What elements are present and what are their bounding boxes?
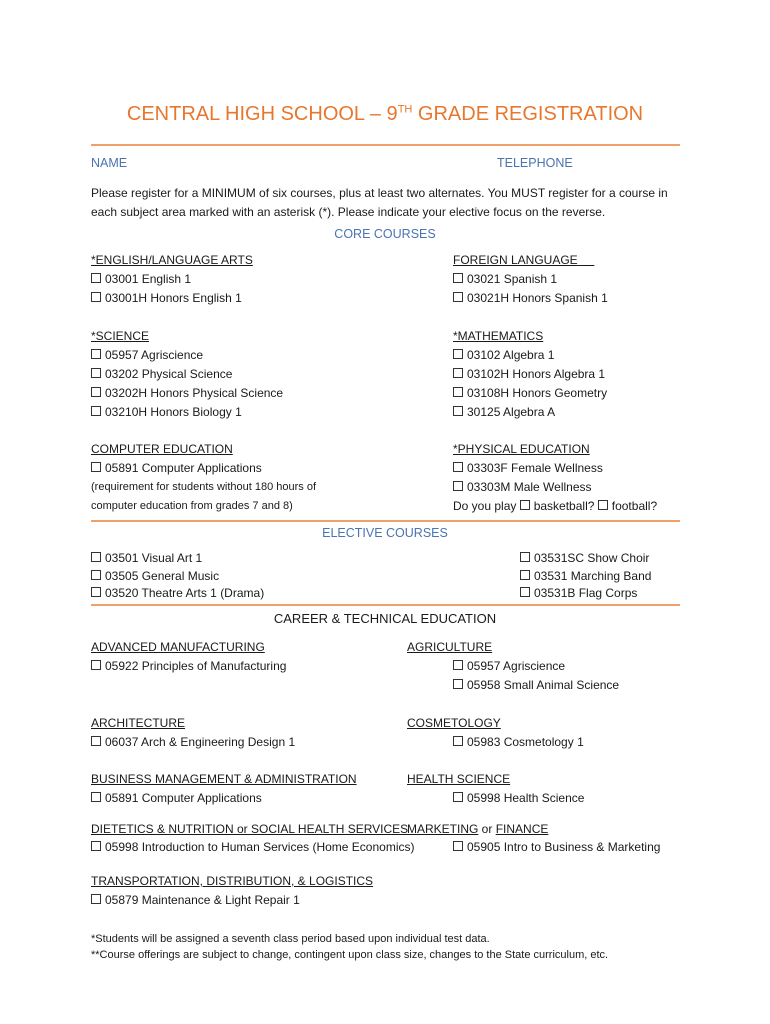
science-title: *SCIENCE [91,329,150,343]
checkbox-icon[interactable] [453,406,463,416]
title-rest: GRADE REGISTRATION [412,103,644,125]
health-title: HEALTH SCIENCE [407,772,511,786]
computer-note: computer education from grades 7 and 8) [91,500,293,512]
checkbox-icon[interactable] [453,368,463,378]
checkbox-icon[interactable] [453,292,463,302]
elective-courses-heading: ELECTIVE COURSES [322,526,448,540]
math-section [453,327,607,422]
agriculture-title: AGRICULTURE [407,640,493,654]
checkbox-icon[interactable] [91,292,101,302]
course-option[interactable]: 03001H Honors English 1 [91,289,253,308]
course-option[interactable]: 05922 Principles of Manufacturing [91,657,286,676]
course-option[interactable]: 05891 Computer Applications [91,789,357,808]
checkbox-icon[interactable] [91,841,101,851]
health-section [453,789,584,808]
course-option[interactable]: 05998 Health Science [453,789,584,808]
footnote: **Course offerings are subject to change, contingent upon class size, changes to the State curriculum, etc. [91,949,609,961]
architecture-section [91,714,295,752]
checkbox-icon[interactable] [520,552,530,562]
course-option[interactable]: 05983 Cosmetology 1 [453,733,584,752]
cosmetology-title: COSMETOLOGY [407,716,501,730]
checkbox-icon[interactable] [453,841,463,851]
elective-right [520,550,651,603]
checkbox-icon[interactable] [453,462,463,472]
agriculture-section [453,657,619,695]
cte-heading: CAREER & TECHNICAL EDUCATION [273,611,497,626]
course-option[interactable]: 05891 Computer Applications [91,459,316,478]
english-title: *ENGLISH/LANGUAGE ARTS [91,253,253,267]
checkbox-icon[interactable] [453,660,463,670]
architecture-title: ARCHITECTURE [91,716,186,730]
course-option[interactable]: 03021 Spanish 1 [453,270,608,289]
checkbox-icon[interactable] [520,570,530,580]
footnote: *Students will be assigned a seventh class period based upon individual test data. [91,933,490,945]
checkbox-icon[interactable] [91,552,101,562]
course-option[interactable]: 03102 Algebra 1 [453,346,607,365]
dietetics-section [91,820,414,856]
course-option[interactable]: 05998 Introduction to Human Services (Home Economics) [91,838,414,856]
course-option[interactable]: 06037 Arch & Engineering Design 1 [91,733,295,752]
checkbox-icon[interactable] [91,462,101,472]
telephone-label: TELEPHONE [497,156,573,170]
course-option[interactable]: 03520 Theatre Arts 1 (Drama) [91,585,264,603]
checkbox-icon[interactable] [91,587,101,597]
checkbox-icon[interactable] [520,587,530,597]
course-option[interactable]: 03531B Flag Corps [520,585,651,603]
course-option[interactable]: 03505 General Music [91,568,264,586]
checkbox-icon[interactable] [453,273,463,283]
marketing-section [453,838,660,856]
adv-mfg-section [91,638,286,676]
course-option[interactable]: 05958 Small Animal Science [453,676,619,695]
title-superscript: TH [397,103,413,116]
checkbox-icon[interactable] [91,792,101,802]
checkbox-icon[interactable] [91,660,101,670]
adv-mfg-title: ADVANCED MANUFACTURING [91,640,265,654]
course-option[interactable]: 30125 Algebra A [453,403,607,422]
course-option[interactable]: 05879 Maintenance & Light Repair 1 [91,891,373,910]
footnotes [91,931,608,963]
checkbox-icon[interactable] [91,349,101,359]
foreign-title: FOREIGN LANGUAGE [453,253,578,267]
course-option[interactable]: 03531SC Show Choir [520,550,651,568]
course-option[interactable]: 03108H Honors Geometry [453,384,607,403]
computer-section [91,440,316,516]
marketing-title: MARKETING or FINANCE [407,822,549,836]
course-option[interactable]: 03001 English 1 [91,270,253,289]
course-option[interactable]: 03202 Physical Science [91,365,283,384]
checkbox-icon[interactable] [91,570,101,580]
course-option[interactable]: 03303F Female Wellness [453,459,657,478]
cosmetology-section [453,733,584,752]
transport-title: TRANSPORTATION, DISTRIBUTION, & LOGISTICS [91,874,374,888]
core-courses-heading: CORE COURSES [334,227,436,241]
checkbox-icon[interactable] [453,679,463,689]
pe-title: *PHYSICAL EDUCATION [453,442,590,456]
course-option[interactable]: 05905 Intro to Business & Marketing [453,838,660,856]
math-title: *MATHEMATICS [453,329,544,343]
checkbox-icon[interactable] [453,481,463,491]
elective-left [91,550,264,603]
title-rule [91,144,680,146]
business-title: BUSINESS MANAGEMENT & ADMINISTRATION [91,772,357,786]
checkbox-icon[interactable] [91,894,101,904]
elective-rule [91,604,680,606]
checkbox-icon[interactable] [91,406,101,416]
business-section [91,770,357,808]
transport-section [91,872,373,910]
checkbox-icon[interactable] [91,736,101,746]
core-rule [91,520,680,522]
checkbox-icon[interactable] [91,273,101,283]
course-option[interactable]: 03303M Male Wellness [453,478,657,497]
foreign-language-section [453,251,608,308]
course-option[interactable]: 05957 Agriscience [91,346,283,365]
pe-section [453,440,657,516]
course-option[interactable]: 03102H Honors Algebra 1 [453,365,607,384]
course-option[interactable]: 05957 Agriscience [453,657,619,676]
checkbox-icon[interactable] [453,736,463,746]
sport-question: Do you play basketball? football? [453,499,658,513]
checkbox-icon[interactable] [453,792,463,802]
checkbox-icon[interactable] [453,387,463,397]
instructions: Please register for a MINIMUM of six courses, plus at least two alternates. You MUST register for a course in each subject area marked with an asterisk (*). Please indicate your elective focus on the reverse. [91,186,668,219]
title-main: CENTRAL HIGH SCHOOL – 9 [126,103,398,125]
name-label: NAME [91,156,128,170]
checkbox-icon[interactable] [91,368,101,378]
course-option[interactable]: 03501 Visual Art 1 [91,550,264,568]
page-title [0,103,770,126]
checkbox-icon[interactable] [598,500,608,510]
course-option[interactable]: 03202H Honors Physical Science [91,384,283,403]
checkbox-icon[interactable] [91,387,101,397]
checkbox-icon[interactable] [520,500,530,510]
science-section [91,327,283,422]
english-section [91,251,253,308]
computer-note: (requirement for students without 180 hours of [91,481,317,493]
computer-title: COMPUTER EDUCATION [91,442,233,456]
course-option[interactable]: 03531 Marching Band [520,568,651,586]
course-option[interactable]: 03021H Honors Spanish 1 [453,289,608,308]
course-option[interactable]: 03210H Honors Biology 1 [91,403,283,422]
dietetics-title: DIETETICS & NUTRITION or SOCIAL HEALTH SERVICES [91,822,409,836]
checkbox-icon[interactable] [453,349,463,359]
